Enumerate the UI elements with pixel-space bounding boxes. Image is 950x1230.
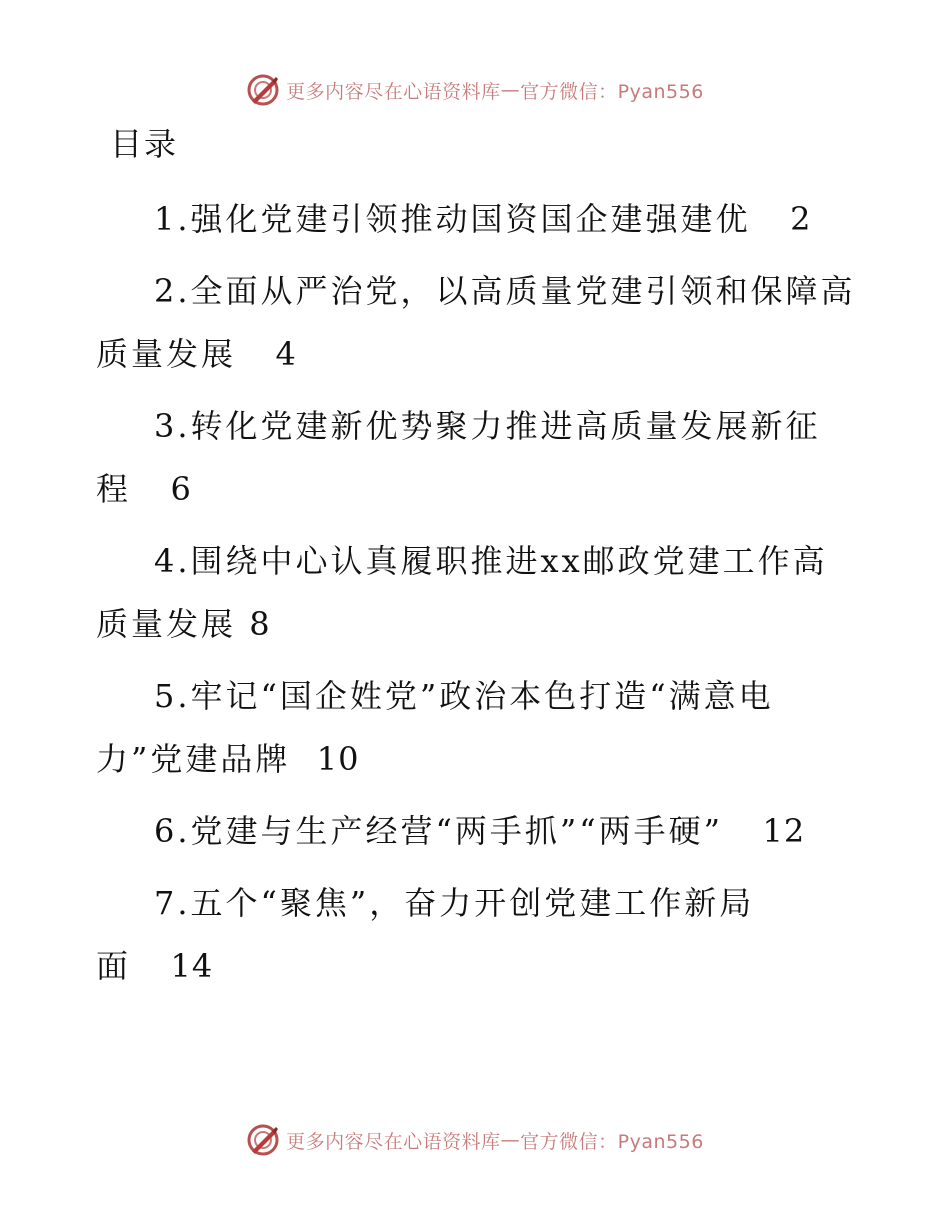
watermark-footer (0, 1120, 950, 1160)
toc-entry (96, 530, 856, 656)
toc-entry (96, 188, 856, 251)
toc-entry-page: 12 (762, 812, 806, 850)
watermark-text: 更多内容尽在心语资料库 (286, 1130, 501, 1153)
toc-entry-title: 1.强化党建引领推动国资国企建强建优 (154, 200, 751, 238)
toc-entry-page: 14 (170, 947, 214, 985)
toc-entry (96, 260, 856, 386)
toc-entry (96, 395, 856, 521)
watermark-header (0, 70, 950, 110)
watermark-separator: — (500, 79, 521, 101)
toc-entry (96, 872, 856, 998)
watermark-text: 更多内容尽在心语资料库 (286, 80, 501, 103)
watermark-suffix: 官方微信：Pyan556 (520, 80, 704, 103)
toc-entry-title: 7.五个“聚焦”，奋力开创党建工作新局面 (96, 884, 755, 985)
toc-entry-page: 4 (275, 335, 297, 373)
toc-entry-page: 6 (170, 470, 192, 508)
toc-heading: 目录 (110, 125, 179, 163)
toc-entry-title: 4.围绕中心认真履职推进xx邮政党建工作高质量发展 (96, 542, 828, 643)
toc-entry-page: 10 (316, 740, 360, 778)
toc-entry-title: 5.牢记“国企姓党”政治本色打造“满意电力”党建品牌 (96, 677, 774, 778)
table-of-contents (96, 188, 856, 1007)
toc-entry-title: 6.党建与生产经营“两手抓”“两手硬” (154, 812, 723, 850)
toc-entry-page: 8 (249, 605, 271, 643)
toc-entry-title: 2.全面从严治党，以高质量党建引领和保障高质量发展 (96, 272, 856, 373)
watermark-separator: — (500, 1129, 521, 1151)
toc-entry-title: 3.转化党建新优势聚力推进高质量发展新征程 (96, 407, 821, 508)
pen-logo-icon (246, 1123, 280, 1157)
toc-entry (96, 665, 856, 791)
toc-entry-page: 2 (790, 200, 812, 238)
pen-logo-icon (246, 73, 280, 107)
watermark-suffix: 官方微信：Pyan556 (520, 1130, 704, 1153)
toc-entry (96, 800, 856, 863)
